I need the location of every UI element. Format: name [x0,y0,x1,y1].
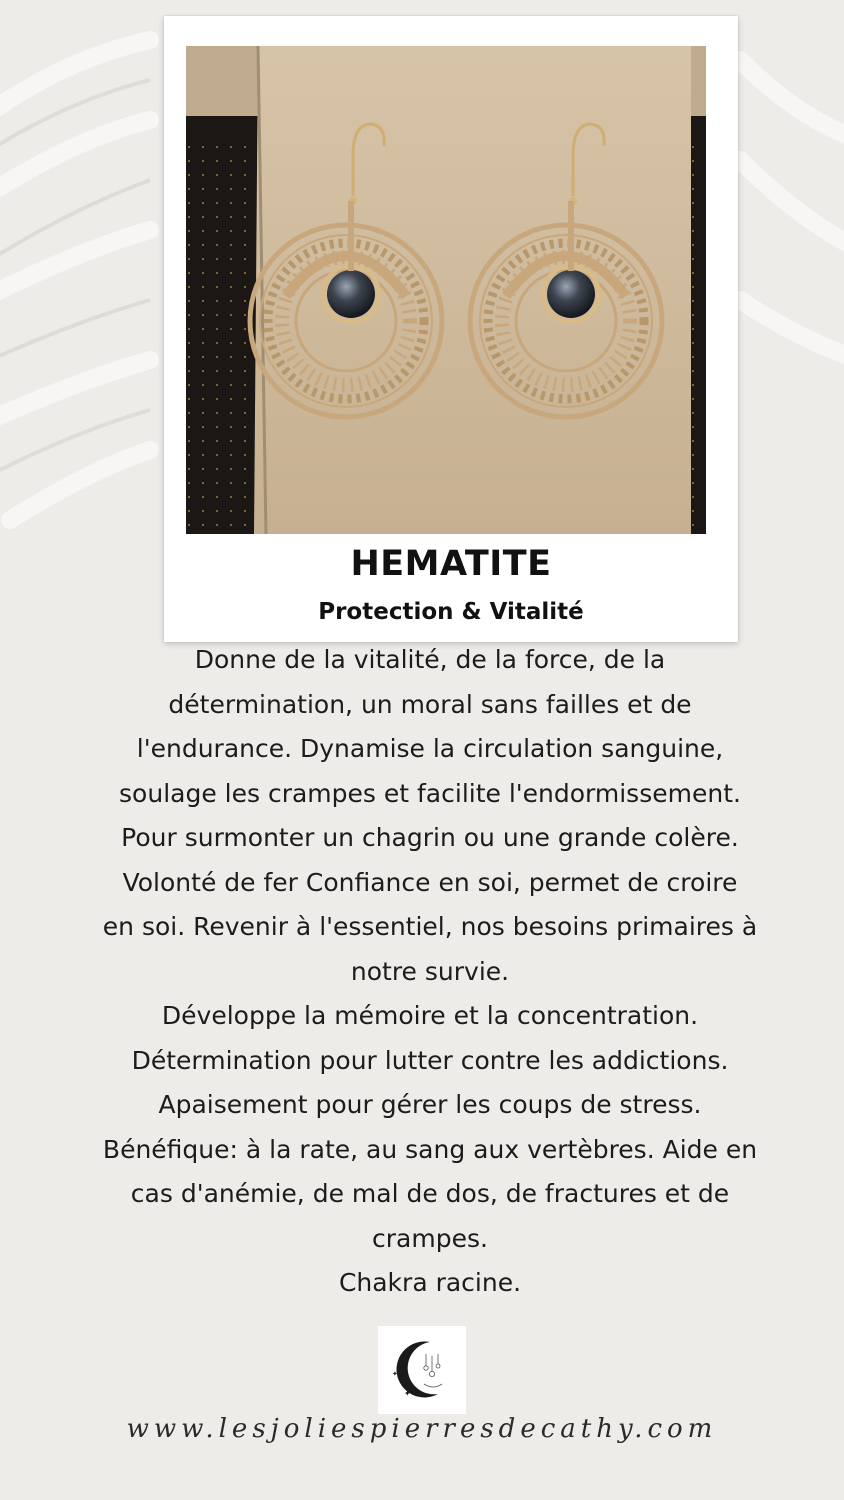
description-line: Détermination pour lutter contre les addictions. [131,1045,729,1075]
product-subtitle: Protection & Vitalité [318,599,584,625]
svg-text:✦: ✦ [406,1346,415,1357]
description-line: notre survie. [350,956,510,986]
description-line: crampes. [372,1223,488,1253]
description-line: l'endurance. Dynamise la circulation sanguine, [136,734,724,763]
description-line: en soi. Revenir à l'essentiel, nos besoins primaires à [102,912,758,941]
polaroid-card [164,16,738,642]
svg-text:✦: ✦ [392,1370,398,1378]
description-line: cas d'anémie, de mal de dos, de fractures et de [130,1179,730,1208]
description-line: Pour surmonter un chagrin ou une grande colère. [121,823,739,852]
description-line: Développe la mémoire et la concentration. [161,1001,699,1030]
description-line: Apaisement pour gérer les coups de stress. [158,1090,702,1119]
description-line: Bénéfique: à la rate, au sang aux vertèbres. Aide en [102,1134,758,1164]
description-line: détermination, un moral sans failles et de [168,689,692,719]
description-line: Chakra racine. [338,1268,522,1297]
website-link[interactable]: www.lesjoliespierresdecathy.com [126,1414,718,1444]
svg-text:✦: ✦ [404,1389,411,1398]
description-line: Volonté de fer Confiance en soi, permet de croire [122,867,738,897]
product-title: HEMATITE [350,544,552,584]
crescent-moon-logo-icon [378,1326,466,1414]
earrings-photo [186,46,706,534]
description-line: Donne de la vitalité, de la force, de la [194,645,666,674]
description-text [30,638,830,1306]
description-line: soulage les crampes et facilite l'endormissement. [119,778,741,808]
